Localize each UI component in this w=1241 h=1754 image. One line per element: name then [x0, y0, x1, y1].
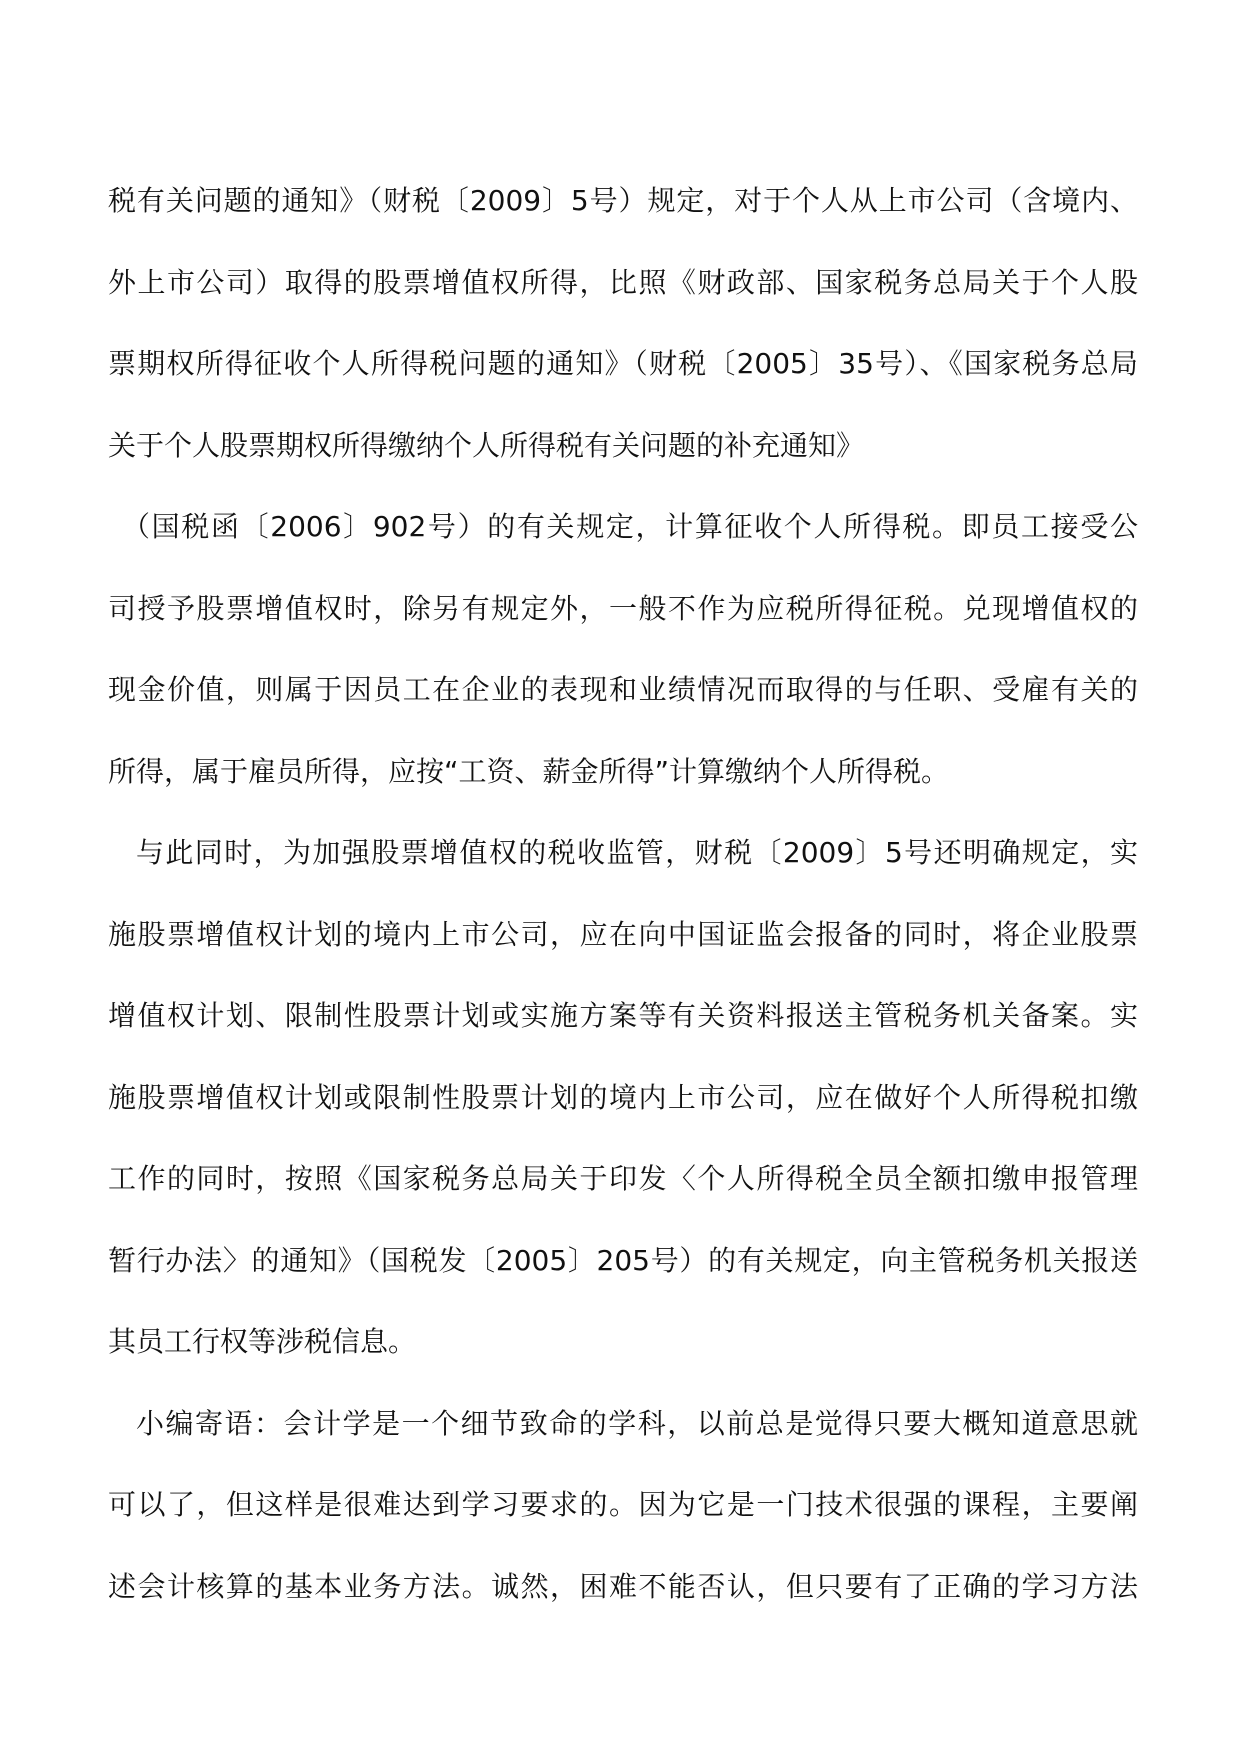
text-line: 可以了，但这样是很难达到学习要求的。因为它是一门技术很强的课程，主要阐: [108, 1488, 1138, 1521]
text-line: 小编寄语：会计学是一个细节致命的学科，以前总是觉得只要大概知道意思就: [136, 1406, 1138, 1440]
text-line: 票期权所得征收个人所得税问题的通知》（财税〔2005〕35号）、《国家税务总局: [108, 347, 1138, 380]
text-line: 关于个人股票期权所得缴纳个人所得税有关问题的补充通知》: [108, 428, 865, 462]
text-line: 与此同时，为加强股票增值权的税收监管，财税〔2009〕5号还明确规定，实: [136, 836, 1138, 869]
text-line: 施股票增值权计划的境内上市公司，应在向中国证监会报备的同时，将企业股票: [108, 917, 1138, 951]
text-line: 工作的同时，按照《国家税务总局关于印发〈个人所得税全员全额扣缴申报管理: [108, 1162, 1138, 1195]
document-body: [108, 160, 1138, 1627]
text-line: 司授予股票增值权时，除另有规定外，一般不作为应税所得征税。兑现增值权的: [108, 591, 1138, 625]
text-line: 暂行办法〉的通知》（国税发〔2005〕205号）的有关规定，向主管税务机关报送: [108, 1243, 1138, 1277]
text-line: （国税函〔2006〕902号）的有关规定，计算征收个人所得税。即员工接受公: [122, 510, 1138, 543]
text-line: 其员工行权等涉税信息。: [108, 1325, 417, 1358]
text-line: 施股票增值权计划或限制性股票计划的境内上市公司，应在做好个人所得税扣缴: [108, 1080, 1138, 1114]
text-line: 所得，属于雇员所得，应按“工资、薪金所得”计算缴纳个人所得税。: [108, 754, 950, 788]
text-line: 外上市公司）取得的股票增值权所得，比照《财政部、国家税务总局关于个人股: [108, 265, 1138, 299]
text-line: 述会计核算的基本业务方法。诚然，困难不能否认，但只要有了正确的学习方法: [108, 1569, 1138, 1603]
text-line: 增值权计划、限制性股票计划或实施方案等有关资料报送主管税务机关备案。实: [108, 999, 1138, 1032]
text-line: 现金价值，则属于因员工在企业的表现和业绩情况而取得的与任职、受雇有关的: [108, 673, 1138, 706]
text-line: 税有关问题的通知》（财税〔2009〕5号）规定，对于个人从上市公司（含境内、: [108, 184, 1138, 217]
